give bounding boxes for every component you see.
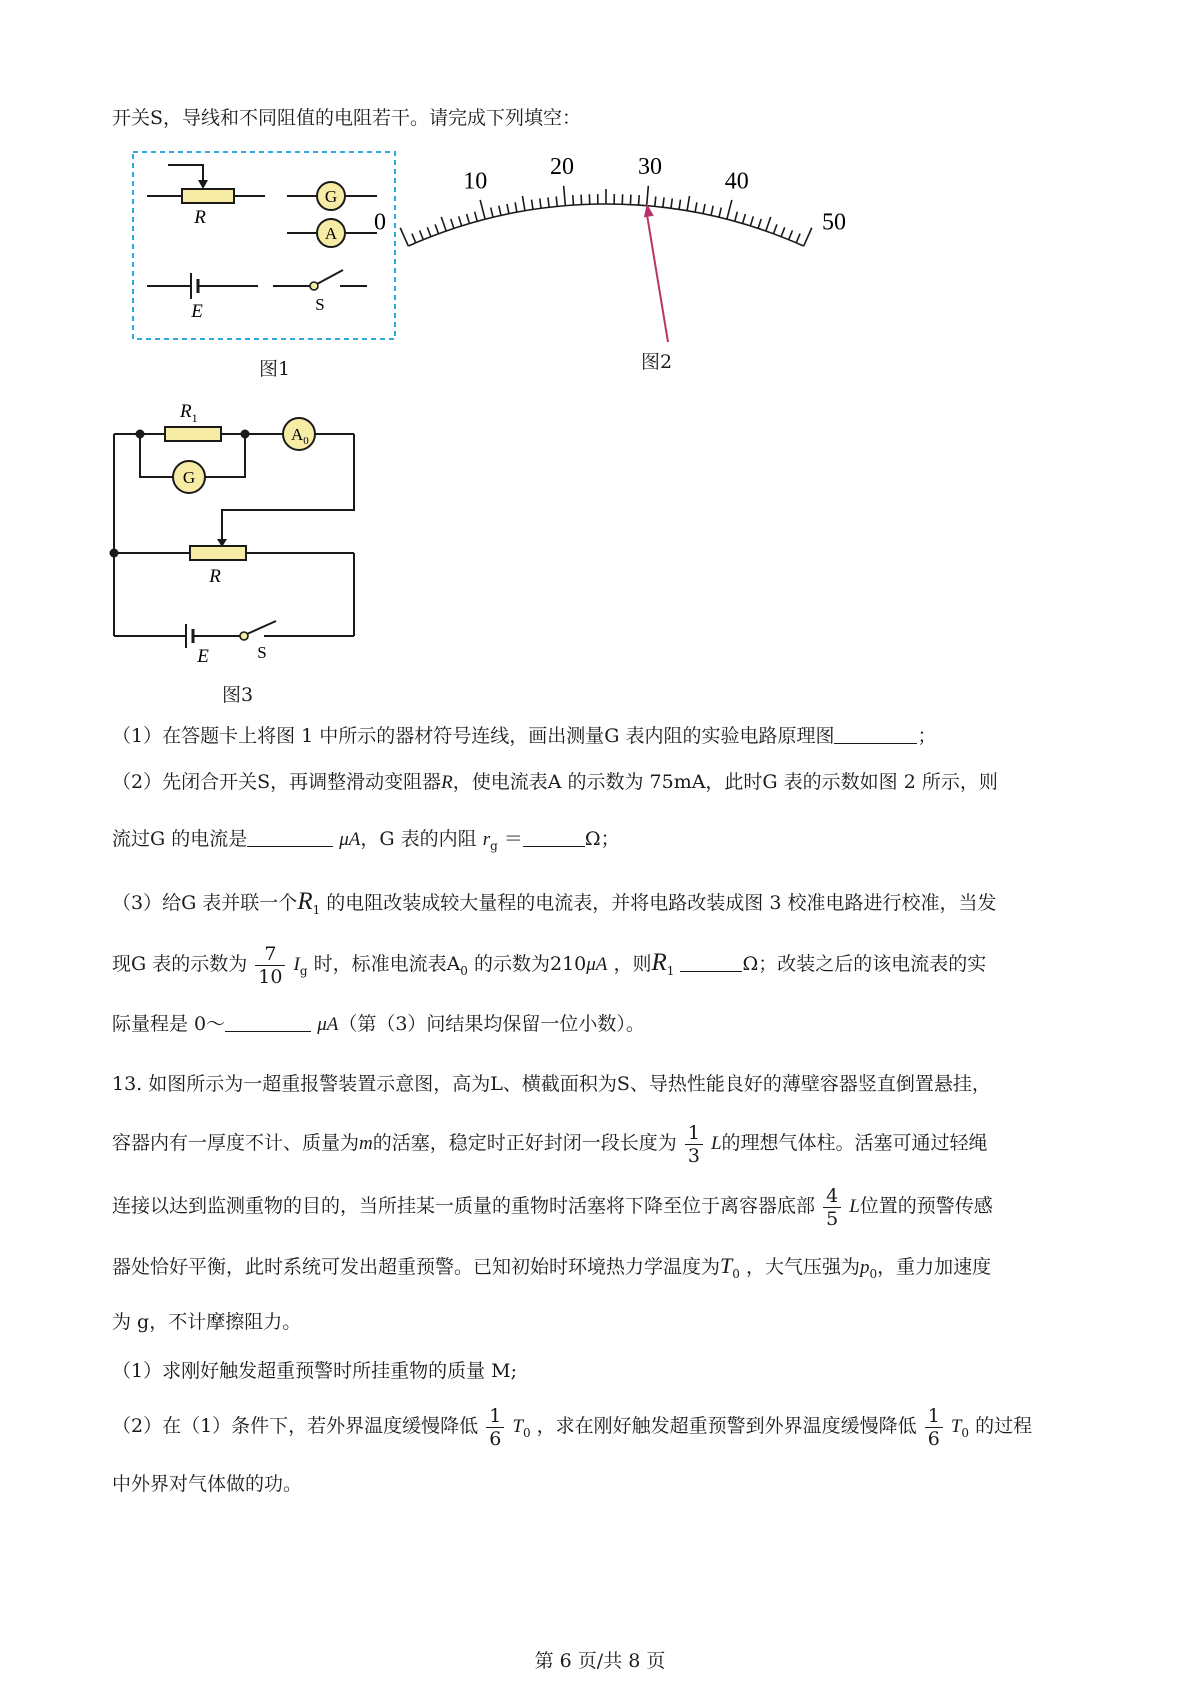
- fig1-ammeter-label: A: [324, 224, 338, 243]
- fig3-switch-lever: [247, 621, 276, 634]
- q13-line4: 器处恰好平衡，此时系统可发出超重预警。已知初始时环境热力学温度为$T_0$ ，大气压强为$p_0$，重力加速度: [112, 1253, 992, 1281]
- q12-part1: （1）在答题卡上将图 1 中所示的器材符号连线，画出测量G 表内阻的实验电路原理图 ；: [112, 725, 937, 747]
- q13-line3: 连接以达到监测重物的目的，当所挂某一质量的重物时活塞将下降至位于离容器底部 $\frac{4}{5}$ L位置的预警传感: [112, 1184, 993, 1230]
- q12-part3-line3: 际量程是 0～ μA（第（3）问结果均保留一位小数）。: [112, 1013, 645, 1035]
- q13-sub2-line2: 中外界对气体做的功。: [112, 1473, 303, 1495]
- junction-dot: [136, 430, 145, 439]
- fraction-1-6: $\frac{1}{6}$: [925, 1405, 943, 1450]
- q12-part3-line2: 现G 表的示数为 $\frac{7}{10}$ $I_g$ 时，标准电流表$A_0$ 的示数为210μA ，则$R_1$ Ω；改装之后的该电流表的实: [112, 942, 987, 988]
- meter-scale-label: 20: [549, 153, 574, 180]
- fraction-4-5: $\frac{4}{5}$: [823, 1185, 841, 1230]
- fig3-caption: 图3: [222, 684, 254, 706]
- fraction-1-3: $\frac{1}{3}$: [685, 1122, 703, 1167]
- q12-part2-line2: 流过G 的电流是 μA，G 表的内阻 $r_g = \Omega$；: [112, 828, 620, 853]
- junction-dot: [110, 549, 119, 558]
- fraction-7-10: $\frac{7}{10}$: [255, 943, 285, 988]
- fig3-g-label: G: [182, 468, 196, 487]
- q12-part2-line1: （2）先闭合开关S，再调整滑动变阻器R，使电流表A 的示数为 75mA，此时G 表的示数如图 2 所示，则: [112, 771, 998, 793]
- fig3-resistor-r1: [165, 427, 221, 441]
- fig3-r1-label: $R_1$: [180, 401, 198, 425]
- fig3-rheostat-label: R: [209, 566, 221, 587]
- answer-blank: [247, 826, 333, 847]
- q13-sub1: （1）求刚好触发超重预警时所挂重物的质量 M;: [112, 1360, 517, 1382]
- junction-dot: [241, 430, 250, 439]
- page-footer: 第 6 页/共 8 页: [534, 1650, 666, 1672]
- q12-part3-line1: （3）给G 表并联一个$R_1$ 的电阻改装成较大量程的电流表，并将电路改装成图 3 校准电路进行校准，当发: [112, 888, 997, 917]
- fig3-a0-label: $A_0$: [291, 425, 309, 447]
- answer-blank: [680, 951, 742, 972]
- meter-scale-label: 30: [638, 153, 663, 180]
- answer-blank: [225, 1011, 311, 1032]
- q13-line1: 13. 如图所示为一超重报警装置示意图，高为L、横截面积为S、导热性能良好的薄壁容器竖直倒置悬挂，: [112, 1073, 991, 1095]
- fig1-rheostat-label: R: [194, 207, 206, 228]
- fig1-caption: 图1: [259, 358, 291, 380]
- answer-blank: [523, 826, 585, 847]
- q13-line5: 为 g，不计摩擦阻力。: [112, 1311, 302, 1333]
- intro-line: 开关S，导线和不同阻值的电阻若干。请完成下列填空：: [112, 107, 582, 129]
- meter-scale-label: 50: [821, 209, 846, 236]
- q13-sub2-line1: （2）在（1）条件下，若外界温度缓慢降低 $\frac{1}{6}$ $T_0$ ，求在刚好触发超重预警到外界温度缓慢降低 $\frac{1}{6}$ $T_0$ 的过程: [112, 1404, 1033, 1450]
- fig1-switch-label: S: [315, 295, 325, 314]
- answer-blank: [834, 723, 917, 744]
- fig3-rheostat: [190, 546, 246, 560]
- fig1-galvanometer-label: G: [324, 187, 338, 206]
- fig3-battery-label: E: [197, 646, 209, 667]
- meter-scale-label: 40: [724, 168, 749, 195]
- fig3-switch-label: S: [257, 643, 267, 662]
- fig1-battery-label: E: [191, 301, 203, 322]
- fig2-caption: 图2: [641, 351, 673, 373]
- figure-3-circuit: [0, 0, 1200, 700]
- meter-scale-label: 0: [374, 209, 387, 236]
- fraction-1-6: $\frac{1}{6}$: [486, 1405, 504, 1450]
- q13-line2: 容器内有一厚度不计、质量为m的活塞，稳定时正好封闭一段长度为 $\frac{1}{3}$ L的理想气体柱。活塞可通过轻绳: [112, 1121, 988, 1167]
- meter-scale-label: 10: [463, 168, 488, 195]
